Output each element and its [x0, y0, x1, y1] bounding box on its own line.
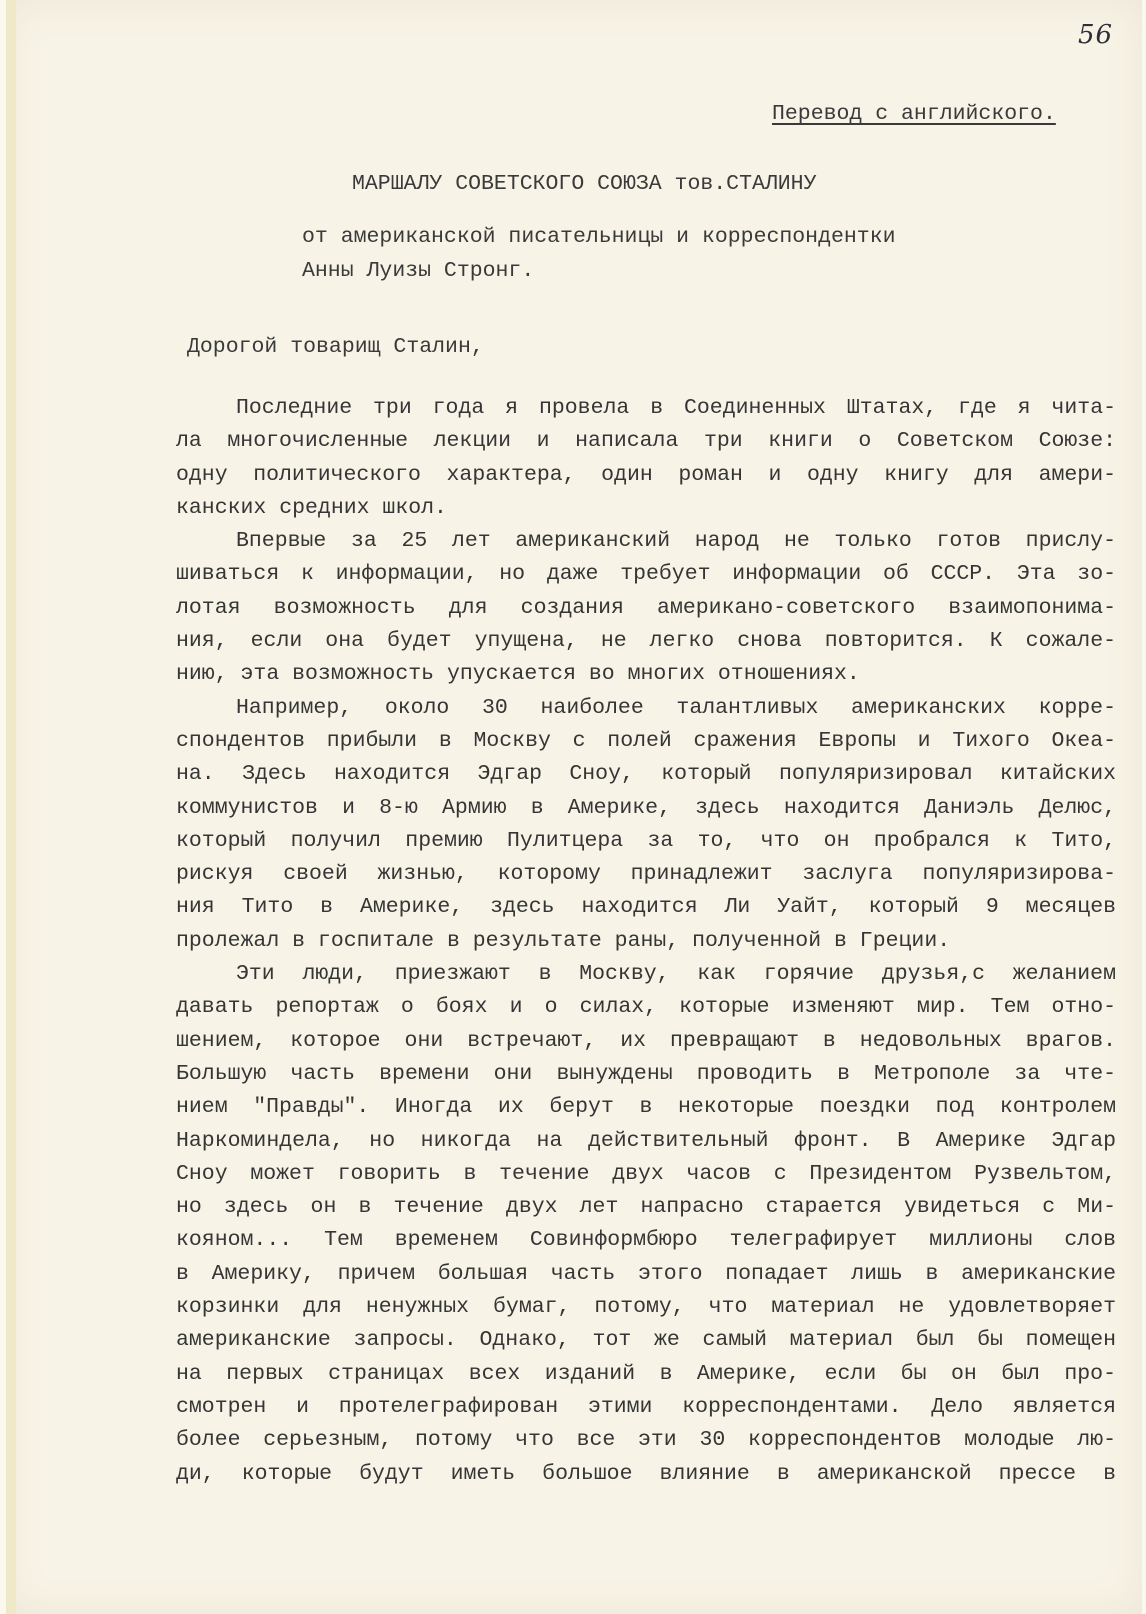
body-line: Большую часть времени они вынуждены проводить в Метрополе за чте-: [176, 1061, 1116, 1086]
translation-note: Перевод с английского.: [772, 102, 1056, 126]
body-line: нием "Правды". Иногда их берут в некоторые поездки под контролем: [176, 1095, 1116, 1120]
sender-block: [302, 220, 896, 288]
body-line: ла многочисленные лекции и написала три книги о Советском Союзе:: [176, 429, 1116, 454]
body-line: Сноу может говорить в течение двух часов с Президентом Рузвельтом,: [176, 1161, 1116, 1186]
body-line: ния Тито в Америке, здесь находится Ли Уайт, который 9 месяцев: [176, 895, 1116, 920]
body-line: более серьезным, потому что все эти 30 корреспондентов молодые лю-: [176, 1428, 1116, 1453]
body-line: Эти люди, приезжают в Москву, как горячие друзья,с желанием: [236, 962, 1116, 987]
page-number: 56: [1078, 20, 1114, 50]
body-line: но здесь он в течение двух лет напрасно старается увидеться с Ми-: [176, 1195, 1116, 1220]
body-line: пролежал в госпитале в результате раны, полученной в Греции.: [176, 928, 951, 953]
body-line: одну политического характера, один роман и одну книгу для амери-: [176, 462, 1116, 487]
body-line: американские запросы. Однако, тот же самый материал был бы помещен: [176, 1328, 1116, 1353]
body-line: Впервые за 25 лет американский народ не только готов прислу-: [236, 529, 1116, 554]
body-line: шиваться к информации, но даже требует информации об СССР. Эта зо-: [176, 562, 1116, 587]
body-line: лотая возможность для создания американо-советского взаимопонима-: [176, 595, 1116, 620]
body-line: который получил премию Пулитцера за то, что он пробрался к Тито,: [176, 828, 1116, 853]
body-line: ди, которые будут иметь большое влияние в американской прессе в: [176, 1461, 1116, 1486]
body-line: корзинки для ненужных бумаг, потому, что материал не удовлетворяет: [176, 1295, 1116, 1320]
body-line: нию, эта возможность упускается во многих отношениях.: [176, 662, 860, 687]
body-line: Наркоминдела, но никогда на действительный фронт. В Америке Эдгар: [176, 1128, 1116, 1153]
body-line: Например, около 30 наиболее талантливых американских корре-: [236, 695, 1116, 720]
body-line: кояном... Тем временем Совинформбюро телеграфирует миллионы слов: [176, 1228, 1116, 1253]
salutation: Дорогой товарищ Сталин,: [187, 335, 484, 359]
body-line: шением, которое они встречают, их превращают в недовольных врагов.: [176, 1028, 1116, 1053]
body-line: рискуя своей жизнью, которому принадлежит заслуга популяризирова-: [176, 862, 1116, 887]
body-line: Последние три года я провела в Соединенных Штатах, где я чита-: [236, 396, 1116, 420]
body-line: смотрен и протелеграфирован этими корреспондентами. Дело является: [176, 1394, 1116, 1419]
sender-line: от американской писательницы и корреспондентки: [302, 225, 896, 249]
body-line: в Америку, причем большая часть этого попадает лишь в американские: [176, 1261, 1116, 1286]
body-line: спондентов прибыли в Москву с полей сражения Европы и Тихого Океа-: [176, 728, 1116, 753]
body-line: на. Здесь находится Эдгар Сноу, который популяризировал китайских: [176, 762, 1116, 787]
letter-body: [176, 392, 1116, 1491]
addressee-line: МАРШАЛУ СОВЕТСКОГО СОЮЗА тов.СТАЛИНУ: [352, 172, 817, 196]
body-line: канских средних школ.: [176, 495, 447, 520]
body-line: давать репортаж о боях и о силах, которые изменяют мир. Тем отно-: [176, 995, 1116, 1020]
paper-edge: [6, 0, 16, 1614]
body-line: коммунистов и 8-ю Армию в Америке, здесь находится Даниэль Делюс,: [176, 795, 1116, 820]
body-line: на первых страницах всех изданий в Америке, если бы он был про-: [176, 1361, 1116, 1386]
sender-line: Анны Луизы Стронг.: [302, 259, 535, 283]
body-line: ния, если она будет упущена, не легко снова повторится. К сожале-: [176, 629, 1116, 654]
